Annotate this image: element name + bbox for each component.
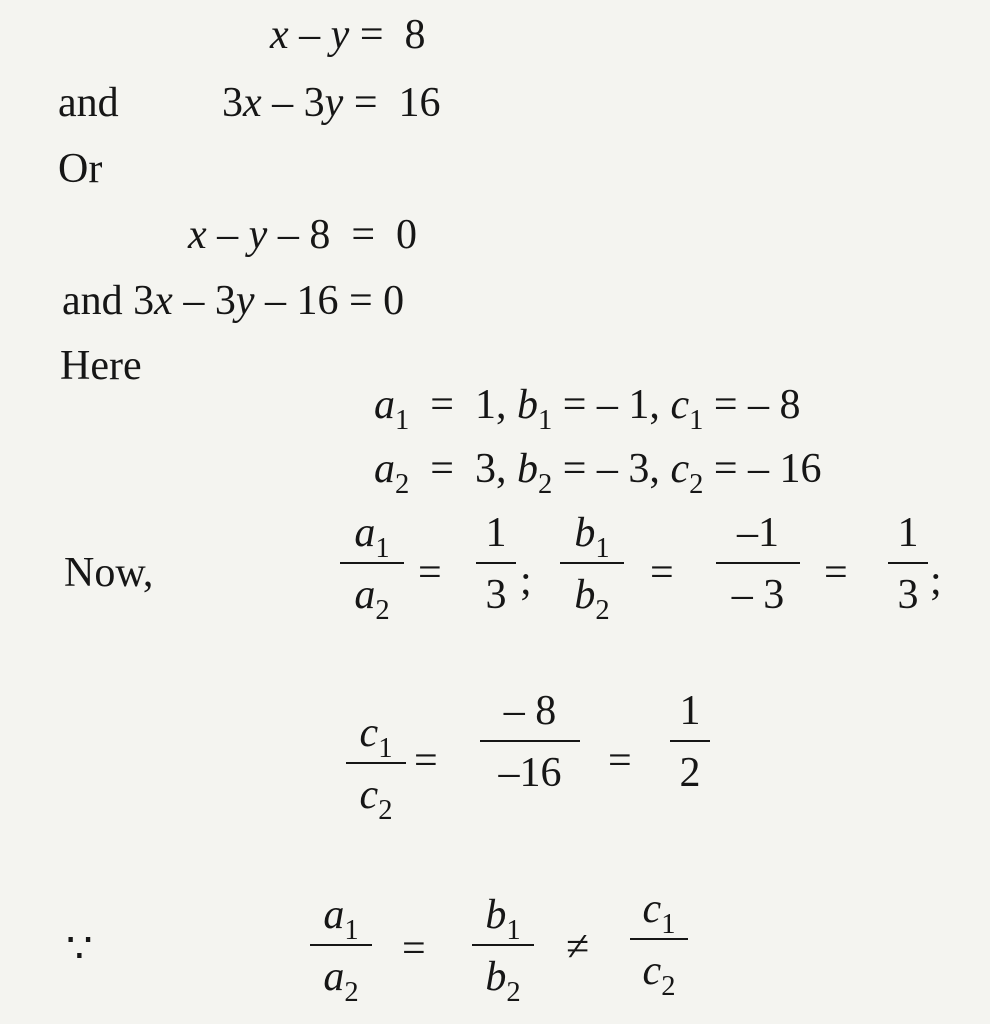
fraction-bar xyxy=(888,562,928,564)
var-c: c xyxy=(670,382,690,428)
equation-line-2 xyxy=(222,82,441,124)
fraction-bar xyxy=(630,938,688,940)
var-b: b xyxy=(516,382,538,428)
denominator: – 3 xyxy=(731,572,785,618)
var-a: a xyxy=(323,892,345,938)
fraction-bar xyxy=(476,562,516,564)
denominator xyxy=(310,954,372,1008)
var-a: a xyxy=(354,572,376,618)
equals: = xyxy=(824,550,848,596)
rhs-value: 16 xyxy=(398,80,441,126)
subscript: 2 xyxy=(378,794,393,826)
equals: = xyxy=(349,12,405,58)
var-x: x xyxy=(154,278,173,324)
denominator: 3 xyxy=(897,572,919,618)
var-b: b xyxy=(516,446,538,492)
denominator: 2 xyxy=(679,750,701,796)
numerator xyxy=(346,710,406,764)
c2-value: = – 16 xyxy=(703,446,822,492)
subscript: 1 xyxy=(375,532,390,564)
fraction-neg8-neg16 xyxy=(480,690,580,794)
denominator xyxy=(340,572,404,626)
denominator xyxy=(346,772,406,826)
var-a: a xyxy=(374,382,395,428)
var-a: a xyxy=(374,446,395,492)
numerator: –1 xyxy=(737,510,779,556)
fraction-bar xyxy=(560,562,624,564)
subscript: 1 xyxy=(661,908,676,940)
var-b: b xyxy=(485,954,507,1000)
subscript: 2 xyxy=(375,594,390,626)
a2-value: = 3, xyxy=(409,446,517,492)
subscript: 2 xyxy=(595,594,610,626)
subscript: 1 xyxy=(537,404,553,436)
equals: = xyxy=(650,550,674,596)
subscript: 2 xyxy=(689,468,704,500)
var-c: c xyxy=(359,772,379,818)
denominator: –16 xyxy=(498,750,562,796)
numerator xyxy=(630,886,688,940)
var-a: a xyxy=(354,510,376,556)
not-equal-symbol: ≠ xyxy=(566,924,590,970)
var-c: c xyxy=(642,948,662,994)
numerator xyxy=(340,510,404,564)
equals: = xyxy=(343,80,399,126)
fraction-bar xyxy=(340,562,404,564)
coef: 3 xyxy=(222,80,243,126)
subscript: 1 xyxy=(395,404,410,436)
numerator xyxy=(472,892,534,946)
denominator xyxy=(560,572,624,626)
var-x: x xyxy=(243,80,262,126)
var-y: y xyxy=(324,80,344,126)
subscript: 1 xyxy=(689,404,704,436)
fraction-b1-b2 xyxy=(560,510,624,626)
var-b: b xyxy=(574,572,596,618)
rhs-value: 8 xyxy=(404,12,426,58)
var-c: c xyxy=(642,886,662,932)
equation-line-3 xyxy=(188,214,417,256)
b2-value: = – 3, xyxy=(552,446,671,492)
equation-line-4 xyxy=(62,280,404,322)
subscript: 1 xyxy=(344,914,359,946)
subscript: 2 xyxy=(344,976,359,1008)
b1-value: = – 1, xyxy=(552,382,671,428)
semicolon: ; xyxy=(520,558,532,604)
var-y: y xyxy=(330,12,350,58)
word-and-1: and xyxy=(58,80,119,126)
subscript: 2 xyxy=(661,970,676,1002)
minus-coef: – 3 xyxy=(172,278,236,324)
equals: = xyxy=(402,926,426,972)
equation-rest: – 16 = 0 xyxy=(254,278,405,324)
and-coef: and 3 xyxy=(62,278,155,324)
fraction-a1-a2-conclusion xyxy=(310,892,372,1008)
denominator xyxy=(630,948,688,1002)
var-c: c xyxy=(359,710,379,756)
fraction-bar xyxy=(310,944,372,946)
minus: – xyxy=(206,212,249,258)
subscript: 2 xyxy=(395,468,410,500)
var-y: y xyxy=(248,212,268,258)
fraction-bar xyxy=(716,562,800,564)
fraction-c1-c2 xyxy=(346,710,406,826)
equals: = xyxy=(414,738,438,784)
var-x: x xyxy=(270,12,289,58)
equals: = xyxy=(608,738,632,784)
word-now: Now, xyxy=(64,550,154,596)
because-symbol: ∵ xyxy=(66,926,93,972)
fraction-neg1-neg3 xyxy=(716,512,800,616)
numerator xyxy=(560,510,624,564)
var-x: x xyxy=(188,212,207,258)
numerator xyxy=(310,892,372,946)
subscript: 1 xyxy=(506,914,521,946)
equation-rest: – 8 = 0 xyxy=(267,212,417,258)
fraction-b1-b2-conclusion xyxy=(472,892,534,1008)
var-c: c xyxy=(670,446,690,492)
numerator: 1 xyxy=(679,688,701,734)
numerator: 1 xyxy=(897,510,919,556)
fraction-a1-a2 xyxy=(340,510,404,626)
fraction-one-third-1 xyxy=(476,512,516,616)
a1-value: = 1, xyxy=(409,382,517,428)
subscript: 1 xyxy=(378,732,393,764)
numerator: 1 xyxy=(485,510,507,556)
subscript: 1 xyxy=(595,532,610,564)
word-or: Or xyxy=(58,146,103,192)
denominator: 3 xyxy=(485,572,507,618)
var-y: y xyxy=(235,278,255,324)
subscript: 2 xyxy=(506,976,521,1008)
semicolon: ; xyxy=(930,558,942,604)
fraction-bar xyxy=(670,740,710,742)
fraction-one-half xyxy=(670,690,710,794)
var-b: b xyxy=(485,892,507,938)
fraction-one-third-2 xyxy=(888,512,928,616)
c1-value: = – 8 xyxy=(703,382,801,428)
var-a: a xyxy=(323,954,345,1000)
minus-coef: – 3 xyxy=(261,80,325,126)
denominator xyxy=(472,954,534,1008)
fraction-c1-c2-conclusion xyxy=(630,886,688,1002)
fraction-bar xyxy=(472,944,534,946)
equals: = xyxy=(418,550,442,596)
word-here: Here xyxy=(60,343,142,389)
fraction-bar xyxy=(346,762,406,764)
fraction-bar xyxy=(480,740,580,742)
minus: – xyxy=(288,12,331,58)
equation-line-1 xyxy=(270,14,426,56)
numerator: – 8 xyxy=(503,688,557,734)
var-b: b xyxy=(574,510,596,556)
subscript: 2 xyxy=(537,468,553,500)
